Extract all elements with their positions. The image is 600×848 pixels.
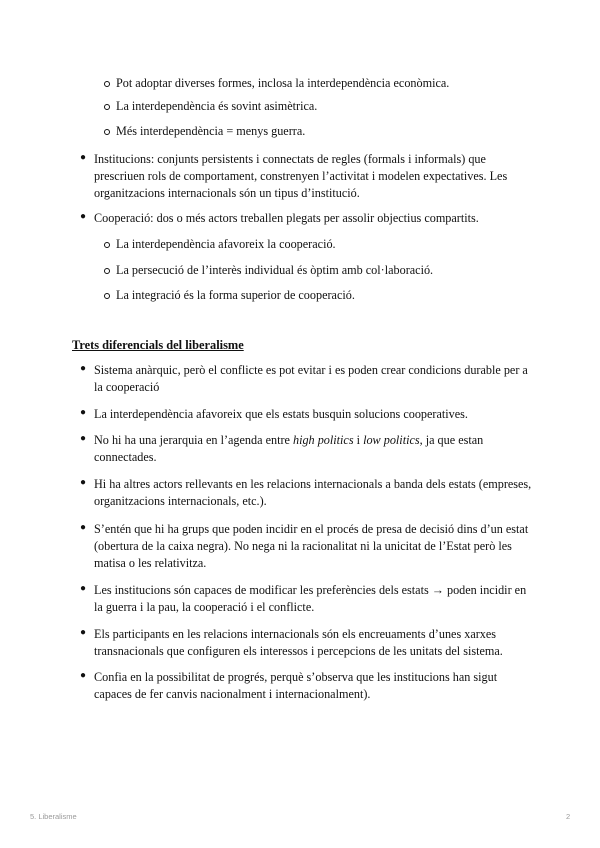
list-item-line <box>94 432 483 448</box>
sub-list-item: Més interdependència = menys guerra. <box>116 124 306 138</box>
italic-term: low politics, <box>363 433 423 447</box>
list-item-line: La interdependència afavoreix que els estats busquin solucions cooperatives. <box>94 407 468 421</box>
list-item-line: prescriuen rols de comportament, constrenyen l’activitat i modelen expectatives. Les <box>94 169 508 183</box>
bullet-icon: ● <box>80 522 87 533</box>
bullet-icon: ● <box>80 211 87 222</box>
list-item-line: matisa o les relativitza. <box>94 556 207 570</box>
text-run: No hi ha una jerarquia en l’agenda entre <box>94 433 293 447</box>
list-item-line: la guerra i la pau, la cooperació i el conflicte. <box>94 600 315 614</box>
list-item-line: Els participants en les relacions internacionals són els encreuaments d’unes xarxes <box>94 627 497 641</box>
sub-list-item: La interdependència afavoreix la cooperació. <box>116 237 336 251</box>
sub-bullet-icon <box>104 242 110 248</box>
list-item-line: la cooperació <box>94 380 160 394</box>
list-item-line: transnacionals que configuren els interessos i percepcions de les unitats del sistema. <box>94 644 503 658</box>
italic-term: high politics <box>292 433 354 447</box>
text-run: ja que estan <box>422 433 484 447</box>
list-item-line: Institucions: conjunts persistents i connectats de regles (formals i informals) que <box>94 152 486 166</box>
list-item-line: Sistema anàrquic, però el conflicte es pot evitar i es poden crear condicions durable per a <box>94 363 528 377</box>
list-item-line: Cooperació: dos o més actors treballen plegats per assolir objectius compartits. <box>94 211 479 225</box>
list-item-line: organitzacions internacionals, etc.). <box>94 494 267 508</box>
sub-bullet-icon <box>104 129 110 135</box>
footer-chapter-label: 5. Liberalisme <box>30 812 77 821</box>
list-item-line: (obertura de la caixa negra). No nega ni la racionalitat ni la unicitat de l’Estat però les <box>94 539 512 553</box>
sub-bullet-icon <box>104 293 110 299</box>
sub-list-item: La integració és la forma superior de cooperació. <box>116 288 355 302</box>
list-item-line: organitzacions internacionals són un tipus d’institució. <box>94 186 360 200</box>
sub-list-item: La persecució de l’interès individual és òptim amb col·laboració. <box>116 263 434 277</box>
sub-bullet-icon <box>104 81 110 87</box>
bullet-icon: ● <box>80 670 87 681</box>
sub-list-item: La interdependència és sovint asimètrica. <box>116 99 318 113</box>
list-item-line: connectades. <box>94 450 157 464</box>
bullet-icon: ● <box>80 583 87 594</box>
list-item-line: Confia en la possibilitat de progrés, perquè s’observa que les institucions han sigut <box>94 670 498 684</box>
list-item-line: S’entén que hi ha grups que poden incidir en el procés de presa de decisió dins d’un estat <box>94 522 529 536</box>
list-item-line: Les institucions són capaces de modificar les preferències dels estats → poden incidir en <box>94 583 527 597</box>
footer-page-number: 2 <box>566 812 571 821</box>
list-item-line: Hi ha altres actors rellevants en les relacions internacionals a banda dels estats (empreses, <box>94 477 532 491</box>
bullet-icon: ● <box>80 363 87 374</box>
list-item-line: capaces de fer canvis nacionalment i internacionalment). <box>94 687 371 701</box>
bullet-icon: ● <box>80 152 87 163</box>
bullet-icon: ● <box>80 627 87 638</box>
sub-bullet-icon <box>104 104 110 110</box>
sub-list-item: Pot adoptar diverses formes, inclosa la interdependència econòmica. <box>116 76 450 90</box>
section-heading: Trets diferencials del liberalisme <box>72 338 244 352</box>
bullet-icon: ● <box>80 477 87 488</box>
text-run: i <box>353 433 364 447</box>
bullet-icon: ● <box>80 433 87 444</box>
bullet-icon: ● <box>80 407 87 418</box>
sub-bullet-icon <box>104 268 110 274</box>
